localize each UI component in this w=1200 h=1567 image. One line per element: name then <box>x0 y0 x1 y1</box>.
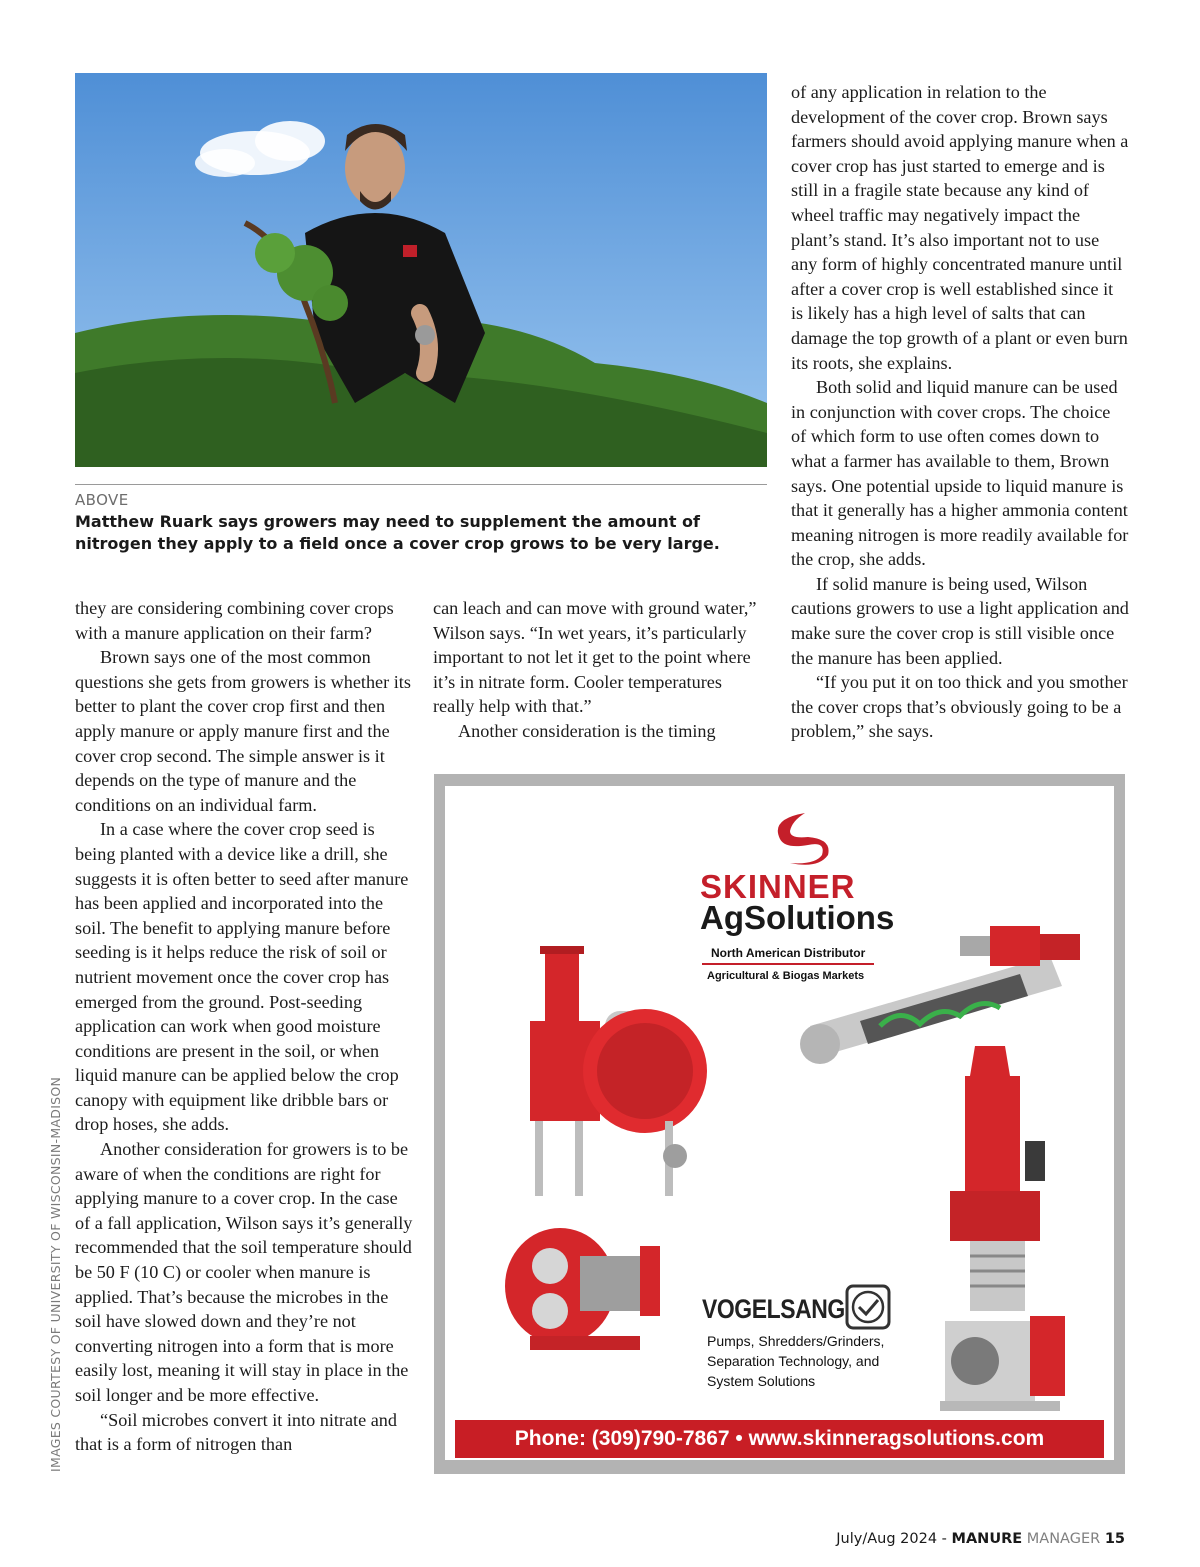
ad-brand-name: SKINNER <box>700 868 856 905</box>
issue-date: July/Aug 2024 - <box>836 1531 952 1547</box>
macerator-machine-image <box>935 1301 1075 1421</box>
paragraph: In a case where the cover crop seed is being planted with a device like a drill, she suggests it is often better to seed after manure has been applied and incorporated into the soil. The benefit to applying manure before seeding is it helps reduce the risk of soil or nutrient movement once the cover crop has emerged from the ground. Post-seeding application can work when good moisture conditions are present in the soil, or when liquid manure can be applied below the crop canopy with equipment like dribble bars or drop hoses, she adds. <box>75 819 409 1135</box>
magazine-name-light: MANAGER <box>1022 1531 1105 1547</box>
caption-label: ABOVE <box>75 491 129 509</box>
ad-panel <box>445 786 1114 1460</box>
paragraph: If solid manure is being used, Wilson cautions growers to use a light application and make sure the cover crop is still visible once the manure has been applied. <box>791 573 1129 668</box>
caption-text: Matthew Ruark says growers may need to supplement the amount of nitrogen they apply to a field once a cover crop grows to be very large. <box>75 512 720 553</box>
paragraph: Both solid and liquid manure can be used in conjunction with cover crops. The choice of which form to use often comes down to what a farmer has available to them, Brown says. One potential upside to liquid manure is that it generally has a higher ammonia content meaning nitrogen is more readily available for the crop, she adds. <box>791 377 1129 570</box>
checkmark-badge-icon <box>845 1284 891 1330</box>
lobe-pump-machine-image <box>500 1216 670 1366</box>
magazine-name-bold: MANURE <box>951 1531 1023 1547</box>
ad-brand-subname: AgSolutions <box>700 899 895 936</box>
advertisement[interactable] <box>434 774 1125 1474</box>
farmer-photo-illustration <box>75 73 767 467</box>
paragraph: Another consideration for growers is to be aware of when the conditions are right for applying manure to a cover crop. In the case of a fall application, Wilson says it’s generally recommended that the soil temperature should be 50 F (10 C) or cooler when manure is applied. That’s because the microbes in the soil have slowed down and they’re not converting nitrogen into a form that is more easily lost, meaning it will stay in place in the soil longer and be more effective. <box>75 1139 413 1405</box>
ad-product-list <box>707 1331 907 1391</box>
article-column-3 <box>791 80 1129 744</box>
vogelsang-logo: VOGELSANG <box>702 1294 845 1324</box>
ad-product-line: Pumps, Shredders/Grinders, <box>707 1333 885 1349</box>
paragraph: “Soil microbes convert it into nitrate and that is a form of nitrogen than <box>75 1409 397 1455</box>
article-column-2 <box>433 596 758 744</box>
ad-product-line: System Solutions <box>707 1373 816 1389</box>
article-column-1 <box>75 596 413 1457</box>
paragraph: “If you put it on too thick and you smother the cover crops that’s obviously going to be a problem,” she says. <box>791 672 1128 742</box>
caption-divider <box>75 484 767 485</box>
article-photo <box>75 73 767 467</box>
photo-credit: IMAGES COURTESY OF UNIVERSITY OF WISCONSIN-MADISON <box>48 1076 63 1472</box>
vertical-shredder-machine-image <box>935 1041 1085 1321</box>
page-number: 15 <box>1104 1531 1125 1547</box>
skinner-swoosh-icon <box>760 811 830 866</box>
ad-product-line: Separation Technology, and <box>707 1353 880 1369</box>
ad-markets: Agricultural & Biogas Markets <box>707 970 865 982</box>
paragraph: Brown says one of the most common questions she gets from growers is whether its better to plant the cover crop first and then apply manure or apply manure first and the cover crop second. The simple answer is it depends on the type of manure and the conditions on an individual farm. <box>75 647 411 815</box>
paragraph: can leach and can move with ground water,” Wilson says. “In wet years, it’s particularly important to not let it get to the point where it’s in nitrate form. Cooler temperatures really help with that.” <box>433 598 757 717</box>
red-pump-machine-image <box>515 941 715 1201</box>
photo-caption <box>75 490 775 555</box>
paragraph: of any application in relation to the development of the cover crop. Brown says farmers should avoid applying manure when a cover crop has just started to emerge and is still in a fragile state because any kind of wheel traffic may negatively impact the plant’s stand. It’s also important not to use any form of highly concentrated manure until after a cover crop is well established since it is likely has a high level of salts that can damage the top growth of a plant or even burn its roots, she explains. <box>791 82 1129 373</box>
paragraph: Another consideration is the timing <box>458 720 716 741</box>
page-footer <box>836 1531 1125 1547</box>
ad-distributor: North American Distributor <box>711 946 866 960</box>
ad-contact-bar[interactable]: Phone: (309)790-7867 • www.skinneragsolutions.com <box>455 1420 1104 1458</box>
paragraph: they are considering combining cover crops with a manure application on their farm? <box>75 598 394 643</box>
